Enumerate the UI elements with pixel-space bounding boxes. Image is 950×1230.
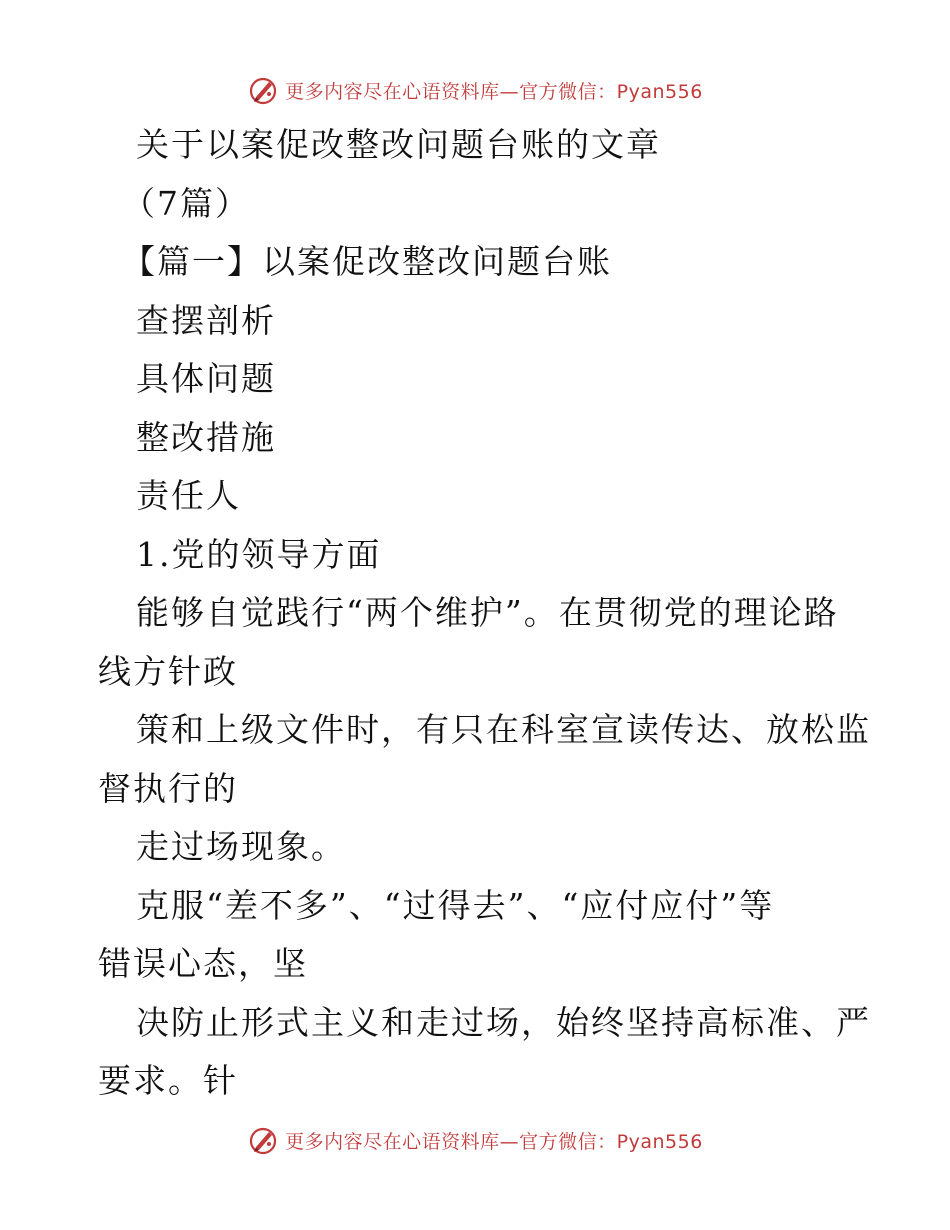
- paragraph-line: 克服“差不多”、“过得去”、“应付应付”等: [136, 885, 775, 925]
- paragraph-line: 走过场现象。: [136, 827, 346, 866]
- paragraph-line: 要求。针: [98, 1061, 238, 1100]
- header-banner-inner: [247, 74, 703, 106]
- paragraph-line: 策和上级文件时，有只在科室宣读传达、放松监: [136, 710, 871, 749]
- header-watermark-banner: [0, 70, 950, 110]
- table-header-item: 查摆剖析: [136, 300, 276, 340]
- paragraph-line: 督执行的: [98, 768, 238, 808]
- section-heading: 【篇一】以案促改整改问题台账: [122, 242, 612, 281]
- pen-logo-icon: [247, 74, 279, 106]
- document-body: [98, 116, 871, 1111]
- paragraph-line: 线方针政: [98, 651, 238, 691]
- footer-banner-text: 更多内容尽在心语资料库—官方微信：Pyan556: [285, 1130, 703, 1153]
- pen-logo-icon: [247, 1124, 279, 1156]
- document-subtitle: （7篇）: [122, 183, 250, 223]
- paragraph-line: 错误心态，坚: [98, 944, 308, 983]
- table-header-item: 责任人: [136, 476, 241, 515]
- table-header-item: 整改措施: [136, 417, 276, 457]
- footer-banner-inner: [247, 1124, 703, 1156]
- paragraph-line: 能够自觉践行“两个维护”。在贯彻党的理论路: [136, 593, 839, 632]
- header-banner-text: 更多内容尽在心语资料库—官方微信：Pyan556: [285, 80, 703, 103]
- paragraph-line: 决防止形式主义和走过场，始终坚持高标准、严: [136, 1002, 871, 1042]
- subsection-heading: 1.党的领导方面: [136, 534, 382, 574]
- footer-watermark-banner: [0, 1120, 950, 1160]
- table-header-item: 具体问题: [136, 359, 276, 398]
- document-title: 关于以案促改整改问题台账的文章: [136, 125, 661, 164]
